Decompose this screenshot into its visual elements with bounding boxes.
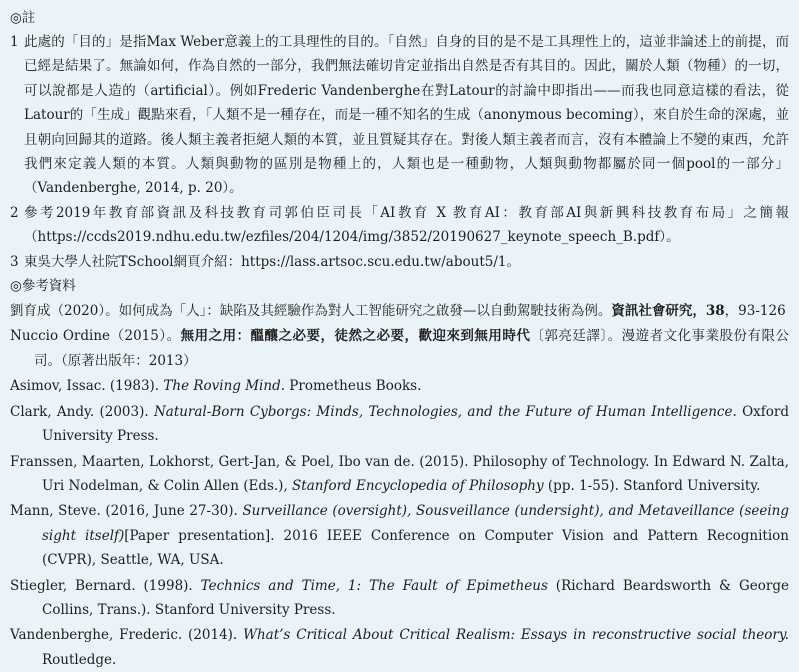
reference-details: [Paper presentation]. 2016 IEEE Conference on Computer Vision and Pattern Recognition (CVPR), Seattle, WA, USA. [42,527,789,569]
references-heading: ◎參考資料 [10,278,76,295]
reference-details: 〔郭亮廷譯〕。漫遊者文化事業股份有限公司。（原著出版年：2013） [34,328,790,369]
reference-details: Routledge. [42,651,117,668]
reference-title: The Roving Mind. [163,378,286,395]
note-number: 2 [10,204,19,221]
reference-details: (Richard Beardsworth & George Collins, Trans.). Stanford University Press. [42,577,789,618]
reference-title: Technics and Time, 1: The Fault of Epimetheus [200,577,548,594]
reference-title: 資訊社會研究，38 [611,303,725,320]
reference-entry [10,499,789,572]
reference-details: ，93-126 [724,303,786,320]
reference-authors: Clark, Andy. (2003). [10,403,154,420]
note-text: 此處的「目的」是指Max Weber意義上的工具理性的目的。「自然」自身的目的是不是工具理性上的，這並非論述上的前提，而已經是結果了。無論如何，作為自然的一部分，我們無法確切肯定並指出自然是否有其目的。因此，關於人類（物種）的一切，可以說都是人造的（artificial）。例如Frederic Vandenberghe在對Latour的討論中即指出——而我也同意這樣的看法，從Latour的「生成」觀點來看，「人類不是一種存在，而是一種不知名的生成（anonymous becoming），來自於生命的深處，並且朝向回歸其的道路。後人類主義者拒絕人類的本質，並且質疑其存在。對後人類主義者而言，沒有本體論上不變的東西，允許我們來定義人類的本質。人類與動物的區別是物種上的，人類也是一種動物，人類與動物都屬於同一個pool的一部分」（Vandenberghe, 2014, p. 20）。 [24,34,789,197]
reference-details: (pp. 1-55). Stanford University. [543,477,761,494]
reference-title: 無用之用：醞釀之必要，徒然之必要，歡迎來到無用時代 [180,328,531,345]
reference-title: Surveillance (oversight), Sousveillance (undersight), and Metaveillance (seeing sight itself) [42,503,790,544]
note-text: 東吳大學人社院TSchool網頁介紹：https://lass.artsoc.scu.edu.tw/about5/1。 [24,253,520,270]
reference-details: Oxford University Press. [42,403,789,445]
reference-entry [10,400,789,449]
note-item [10,250,789,274]
reference-authors: Vandenberghe, Frederic. (2014). [10,627,244,644]
reference-details: Prometheus Books. [285,378,422,395]
reference-title: Stanford Encyclopedia of Philosophy [292,477,544,494]
reference-entry [10,623,789,672]
note-number: 1 [10,34,19,50]
reference-entry [10,324,789,373]
reference-authors: 劉育成（2020）。如何成為「人」：缺陷及其經驗作為對人工智能研究之啟發—以自動駕駛技術為例。 [10,303,612,320]
notes-heading: ◎註 [10,10,36,26]
reference-authors: Nuccio Ordine（2015）。 [10,328,181,345]
note-item [10,201,789,250]
note-text: 參考2019年教育部資訊及科技教育司郭伯臣司長「AI教育 X 教育AI：教育部AI與新興科技教育布局」之簡報（https://ccds2019.ndhu.edu.tw/ezfiles/204/1204/img/3852/20190627_keynote_speech_B.pdf）。 [24,204,789,246]
reference-title: What’s Critical About Critical Realism: Essays in reconstructive social theory. [243,627,789,644]
reference-entry [10,450,789,499]
reference-authors: Stiegler, Bernard. (1998). [10,577,201,594]
note-item [10,30,789,201]
reference-authors: Franssen, Maarten, Lokhorst, Gert-Jan, & Poel, Ibo van de. (2015). Philosophy of Technology. In Edward N. Zalta, Uri Nodelman, & Colin Allen (Eds.), [10,453,789,494]
reference-entry [10,374,789,398]
reference-entry [10,574,789,623]
reference-title: Natural-Born Cyborgs: Minds, Technologies, and the Future of Human Intelligence. [153,403,737,420]
reference-entry [10,299,789,323]
reference-authors: Asimov, Issac. (1983). [10,378,164,395]
reference-authors: Mann, Steve. (2016, June 27-30). [10,503,243,520]
note-number: 3 [10,253,19,270]
